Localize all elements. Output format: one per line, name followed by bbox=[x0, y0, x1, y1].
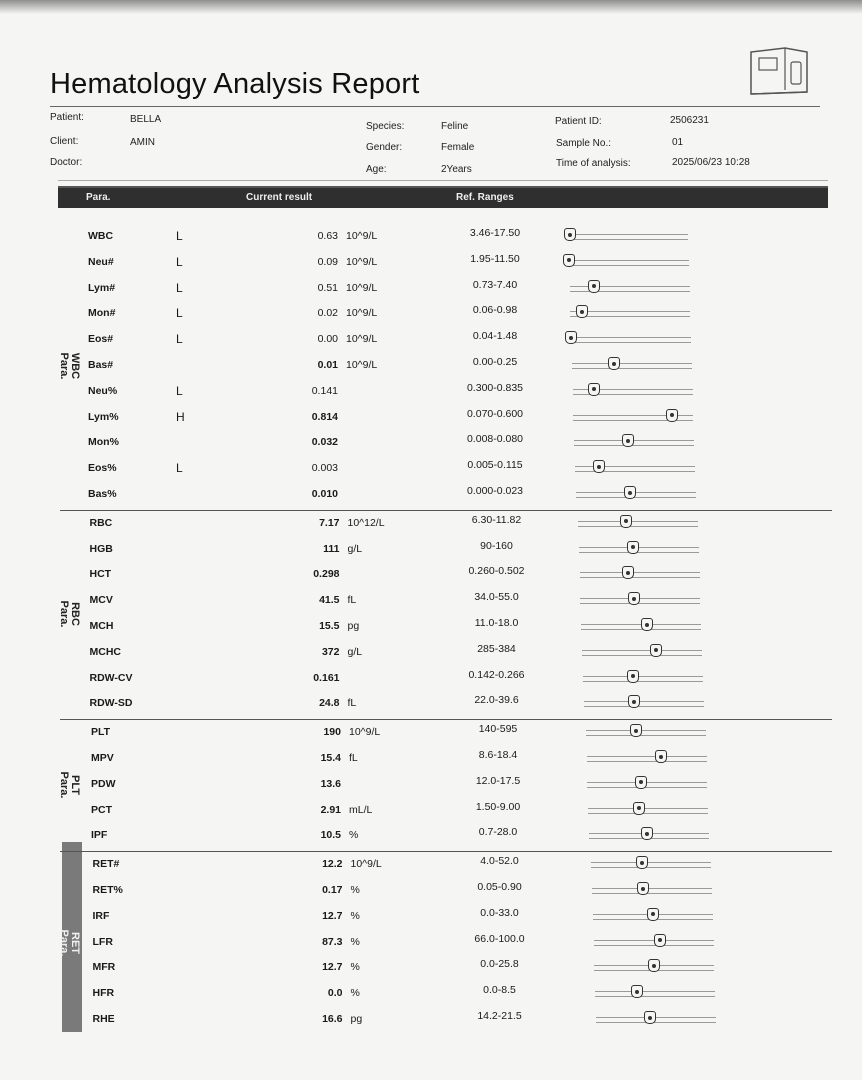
result-unit: 10^9/L bbox=[346, 359, 378, 371]
reference-range: 0.300-0.835 bbox=[466, 381, 524, 394]
param-name: RHE bbox=[92, 1013, 115, 1025]
abnormal-flag: L bbox=[176, 280, 183, 295]
range-indicator-bar bbox=[579, 547, 699, 553]
param-name: PLT bbox=[91, 726, 111, 739]
result-value: 0.298 bbox=[313, 568, 340, 581]
result-value: 7.17 bbox=[319, 516, 340, 529]
reference-range: 0.05-0.90 bbox=[477, 881, 522, 893]
range-indicator-bar bbox=[573, 415, 693, 421]
result-unit: % bbox=[350, 909, 360, 922]
param-name: MCHC bbox=[89, 645, 121, 658]
range-indicator-bar bbox=[591, 862, 711, 868]
reference-range: 1.95-11.50 bbox=[470, 252, 520, 265]
range-marker-icon bbox=[564, 228, 576, 241]
result-value: 0.02 bbox=[317, 307, 338, 320]
range-indicator-bar bbox=[570, 286, 690, 292]
species-value: Feline bbox=[441, 121, 469, 132]
range-marker-icon bbox=[620, 515, 632, 528]
result-unit: % bbox=[350, 961, 360, 974]
range-indicator-bar bbox=[593, 914, 713, 920]
range-marker-icon bbox=[588, 280, 600, 293]
patient-label: Patient: bbox=[50, 112, 84, 123]
range-marker-icon bbox=[622, 434, 634, 447]
sample-no-label: Sample No.: bbox=[556, 138, 612, 149]
result-unit: 10^9/L bbox=[349, 726, 381, 739]
result-value: 10.5 bbox=[320, 829, 341, 842]
title-divider bbox=[50, 106, 820, 107]
abnormal-flag: L bbox=[176, 461, 183, 476]
reference-range: 0.0-33.0 bbox=[480, 906, 519, 919]
param-name: MCH bbox=[89, 620, 114, 632]
param-name: HFR bbox=[92, 987, 115, 1000]
param-name: RBC bbox=[89, 516, 113, 529]
param-name: Mon% bbox=[88, 436, 119, 449]
table-row bbox=[91, 720, 851, 746]
reference-range: 8.6-18.4 bbox=[478, 749, 518, 761]
range-indicator-bar bbox=[568, 234, 688, 240]
table-row bbox=[93, 878, 853, 904]
result-value: 15.4 bbox=[320, 752, 341, 764]
range-marker-icon bbox=[654, 934, 666, 947]
result-unit: mL/L bbox=[349, 803, 373, 816]
range-indicator-bar bbox=[575, 466, 695, 472]
table-row bbox=[88, 301, 848, 327]
result-value: 13.6 bbox=[320, 777, 341, 790]
table-row bbox=[93, 852, 853, 878]
patient-value: BELLA bbox=[130, 114, 162, 125]
range-indicator-bar bbox=[592, 888, 712, 894]
table-row bbox=[90, 666, 850, 692]
range-indicator-bar bbox=[584, 701, 704, 707]
param-name: IPF bbox=[91, 829, 108, 842]
table-row bbox=[90, 562, 850, 588]
param-name: RDW-SD bbox=[89, 697, 133, 710]
range-marker-icon bbox=[647, 908, 659, 921]
table-row bbox=[90, 614, 850, 640]
table-row bbox=[93, 981, 853, 1007]
result-value: 0.00 bbox=[317, 333, 338, 346]
result-unit: 10^12/L bbox=[347, 516, 385, 529]
column-current-result: Current result bbox=[246, 192, 313, 203]
table-row bbox=[93, 1007, 853, 1033]
result-unit: 10^9/L bbox=[346, 333, 378, 346]
reference-range: 4.0-52.0 bbox=[480, 855, 519, 868]
table-row bbox=[90, 588, 850, 614]
result-unit: 10^9/L bbox=[346, 281, 378, 294]
table-row bbox=[91, 746, 851, 772]
result-unit: g/L bbox=[347, 542, 363, 555]
species-label: Species: bbox=[366, 121, 405, 132]
patient-id-value: 2506231 bbox=[670, 115, 709, 126]
result-unit: g/L bbox=[347, 645, 363, 658]
result-unit: 10^9/L bbox=[346, 255, 378, 268]
result-value: 24.8 bbox=[319, 697, 340, 710]
reference-range: 0.73-7.40 bbox=[472, 278, 518, 291]
table-row bbox=[88, 405, 848, 431]
result-value: 0.09 bbox=[317, 255, 338, 268]
result-value: 0.814 bbox=[311, 410, 338, 423]
range-marker-icon bbox=[641, 827, 653, 840]
result-unit: % bbox=[350, 987, 360, 1000]
range-marker-icon bbox=[622, 566, 634, 579]
result-value: 12.7 bbox=[322, 961, 343, 974]
table-row bbox=[88, 456, 848, 482]
table-row bbox=[90, 537, 850, 563]
range-indicator-bar bbox=[583, 676, 703, 682]
range-indicator-bar bbox=[586, 730, 706, 736]
range-marker-icon bbox=[648, 959, 660, 972]
range-indicator-bar bbox=[589, 833, 709, 839]
result-value: 0.010 bbox=[311, 488, 338, 500]
client-value: AMIN bbox=[130, 137, 155, 148]
result-value: 12.7 bbox=[322, 909, 343, 922]
param-name: IRF bbox=[92, 909, 110, 922]
range-marker-icon bbox=[627, 670, 639, 683]
table-row bbox=[88, 353, 848, 379]
param-name: LFR bbox=[92, 935, 113, 948]
section-label: WBC Para. bbox=[58, 352, 81, 380]
range-marker-icon bbox=[666, 409, 678, 422]
result-value: 87.3 bbox=[322, 935, 343, 948]
reference-range: 6.30-11.82 bbox=[471, 513, 522, 526]
result-unit: fL bbox=[347, 697, 357, 710]
client-label: Client: bbox=[50, 136, 79, 147]
param-name: RDW-CV bbox=[89, 671, 133, 684]
result-unit: 10^9/L bbox=[350, 858, 382, 871]
param-name: RET% bbox=[92, 884, 123, 896]
range-marker-icon bbox=[631, 985, 643, 998]
param-name: Lym# bbox=[88, 281, 116, 294]
table-row bbox=[88, 482, 848, 508]
result-value: 190 bbox=[323, 726, 341, 739]
reference-range: 0.008-0.080 bbox=[466, 433, 524, 446]
page-edge-shadow bbox=[0, 0, 862, 14]
range-marker-icon bbox=[628, 695, 640, 708]
result-unit: 10^9/L bbox=[346, 230, 378, 242]
reference-range: 140-595 bbox=[478, 723, 518, 736]
table-row bbox=[91, 823, 851, 849]
range-indicator-bar bbox=[571, 337, 691, 343]
range-marker-icon bbox=[576, 305, 588, 318]
reference-range: 0.0-8.5 bbox=[483, 984, 516, 997]
time-value: 2025/06/23 10:28 bbox=[672, 157, 750, 168]
range-marker-icon bbox=[630, 724, 642, 737]
reference-range: 11.0-18.0 bbox=[474, 617, 519, 629]
result-unit: pg bbox=[350, 1013, 363, 1025]
range-indicator-bar bbox=[572, 363, 692, 369]
param-name: Bas# bbox=[88, 359, 114, 371]
table-row bbox=[90, 511, 850, 537]
reference-range: 0.070-0.600 bbox=[466, 407, 524, 420]
range-indicator-bar bbox=[587, 756, 707, 762]
param-name: PCT bbox=[91, 803, 112, 816]
age-label: Age: bbox=[366, 164, 387, 175]
param-name: PDW bbox=[91, 777, 116, 790]
table-row bbox=[88, 379, 848, 405]
range-marker-icon bbox=[650, 644, 662, 657]
table-row bbox=[88, 224, 848, 250]
age-value: 2Years bbox=[441, 164, 472, 175]
abnormal-flag: L bbox=[176, 306, 183, 321]
reference-range: 12.0-17.5 bbox=[475, 774, 521, 787]
range-marker-icon bbox=[637, 882, 649, 895]
column-para: Para. bbox=[86, 192, 111, 203]
range-indicator-bar bbox=[569, 260, 689, 266]
reference-range: 0.00-0.25 bbox=[472, 356, 518, 368]
reference-range: 14.2-21.5 bbox=[477, 1010, 522, 1022]
result-value: 111 bbox=[323, 542, 340, 555]
reference-range: 3.46-17.50 bbox=[469, 227, 521, 239]
gender-label: Gender: bbox=[366, 142, 403, 153]
table-row bbox=[88, 430, 848, 456]
reference-range: 0.005-0.115 bbox=[467, 459, 523, 472]
range-indicator-bar bbox=[578, 521, 698, 527]
result-unit: 10^9/L bbox=[346, 307, 378, 320]
reference-range: 0.04-1.48 bbox=[472, 330, 518, 343]
result-value: 0.51 bbox=[317, 281, 338, 294]
section-label: RBC Para. bbox=[58, 600, 81, 628]
param-name: Eos% bbox=[88, 462, 117, 475]
param-name: MFR bbox=[92, 961, 116, 974]
range-marker-icon bbox=[644, 1011, 656, 1024]
reference-range: 90-160 bbox=[480, 539, 513, 552]
result-value: 372 bbox=[321, 645, 340, 658]
result-value: 41.5 bbox=[319, 594, 340, 607]
header-divider bbox=[58, 180, 828, 181]
result-value: 0.01 bbox=[317, 359, 338, 371]
range-indicator-bar bbox=[570, 311, 690, 317]
range-marker-icon bbox=[627, 541, 639, 554]
result-value: 16.6 bbox=[322, 1013, 343, 1025]
reference-range: 0.142-0.266 bbox=[468, 668, 525, 681]
range-indicator-bar bbox=[587, 782, 707, 788]
range-indicator-bar bbox=[594, 940, 714, 946]
range-marker-icon bbox=[565, 331, 577, 344]
range-marker-icon bbox=[593, 460, 605, 473]
result-value: 15.5 bbox=[319, 620, 340, 632]
range-marker-icon bbox=[641, 618, 653, 631]
result-value: 12.2 bbox=[322, 858, 343, 871]
result-value: 0.161 bbox=[313, 671, 340, 684]
result-value: 0.141 bbox=[311, 384, 338, 397]
result-value: 0.63 bbox=[317, 230, 338, 242]
table-row bbox=[91, 772, 851, 798]
range-marker-icon bbox=[588, 383, 600, 396]
table-row bbox=[93, 930, 853, 956]
param-name: RET# bbox=[92, 858, 120, 871]
range-marker-icon bbox=[635, 776, 647, 789]
reference-range: 0.06-0.98 bbox=[472, 304, 518, 317]
page-title: Hematology Analysis Report bbox=[50, 68, 420, 100]
reference-range: 0.0-25.8 bbox=[480, 958, 519, 971]
range-indicator-bar bbox=[576, 492, 696, 498]
table-header bbox=[58, 186, 828, 208]
range-marker-icon bbox=[624, 486, 636, 499]
range-indicator-bar bbox=[573, 389, 693, 395]
reference-range: 22.0-39.6 bbox=[474, 694, 519, 707]
analyzer-device-icon bbox=[745, 42, 815, 98]
result-value: 2.91 bbox=[320, 803, 341, 816]
range-indicator-bar bbox=[580, 598, 700, 604]
result-value: 0.0 bbox=[327, 987, 343, 1000]
param-name: HGB bbox=[89, 542, 113, 555]
param-name: MCV bbox=[89, 594, 113, 607]
result-value: 0.032 bbox=[311, 436, 338, 449]
result-unit: % bbox=[350, 935, 360, 948]
table-row bbox=[93, 955, 853, 981]
range-marker-icon bbox=[655, 750, 667, 763]
gender-value: Female bbox=[441, 142, 475, 153]
result-unit: fL bbox=[349, 752, 358, 764]
table-row bbox=[88, 250, 848, 276]
range-indicator-bar bbox=[596, 1017, 716, 1023]
param-name: Neu# bbox=[88, 255, 114, 268]
param-name: Bas% bbox=[88, 488, 117, 500]
result-unit: fL bbox=[347, 594, 357, 607]
range-marker-icon bbox=[628, 592, 640, 605]
reference-range: 1.50-9.00 bbox=[475, 800, 521, 813]
result-value: 0.17 bbox=[322, 884, 343, 896]
reference-range: 34.0-55.0 bbox=[474, 591, 519, 604]
table-row bbox=[88, 276, 848, 302]
reference-range: 0.000-0.023 bbox=[466, 485, 524, 497]
range-indicator-bar bbox=[594, 965, 714, 971]
reference-range: 0.260-0.502 bbox=[468, 565, 525, 578]
result-value: 0.003 bbox=[311, 462, 338, 475]
column-ref-ranges: Ref. Ranges bbox=[456, 192, 514, 203]
time-label: Time of analysis: bbox=[556, 158, 631, 169]
section-label: PLT Para. bbox=[58, 771, 81, 799]
abnormal-flag: L bbox=[176, 332, 183, 347]
range-marker-icon bbox=[636, 856, 648, 869]
range-marker-icon bbox=[608, 357, 620, 370]
patient-id-label: Patient ID: bbox=[555, 116, 602, 127]
range-indicator-bar bbox=[580, 572, 700, 578]
table-row bbox=[91, 798, 851, 824]
section-label: RET Para. bbox=[58, 929, 81, 956]
sample-no-value: 01 bbox=[672, 137, 684, 148]
range-indicator-bar bbox=[574, 440, 694, 446]
reference-range: 0.7-28.0 bbox=[478, 826, 518, 839]
param-name: Eos# bbox=[88, 333, 114, 346]
table-row bbox=[90, 640, 850, 666]
range-indicator-bar bbox=[581, 624, 701, 630]
range-marker-icon bbox=[633, 802, 645, 815]
result-unit: % bbox=[350, 884, 360, 896]
param-name: Neu% bbox=[88, 384, 118, 397]
range-indicator-bar bbox=[595, 991, 715, 997]
table-row bbox=[88, 327, 848, 353]
param-name: HCT bbox=[89, 568, 112, 581]
param-name: Lym% bbox=[88, 410, 119, 423]
range-marker-icon bbox=[563, 254, 575, 267]
reference-range: 285-384 bbox=[477, 642, 516, 655]
abnormal-flag: L bbox=[176, 254, 183, 269]
abnormal-flag: H bbox=[176, 409, 185, 424]
reference-range: 66.0-100.0 bbox=[474, 932, 525, 945]
abnormal-flag: L bbox=[176, 229, 183, 243]
range-indicator-bar bbox=[582, 650, 702, 656]
param-name: WBC bbox=[88, 230, 114, 242]
abnormal-flag: L bbox=[176, 383, 183, 398]
table-row bbox=[93, 904, 853, 930]
doctor-label: Doctor: bbox=[50, 157, 83, 168]
param-name: MPV bbox=[91, 752, 114, 764]
result-unit: % bbox=[349, 829, 359, 842]
param-name: Mon# bbox=[88, 307, 116, 320]
range-indicator-bar bbox=[588, 808, 708, 814]
result-unit: pg bbox=[347, 620, 360, 632]
table-row bbox=[90, 691, 850, 717]
